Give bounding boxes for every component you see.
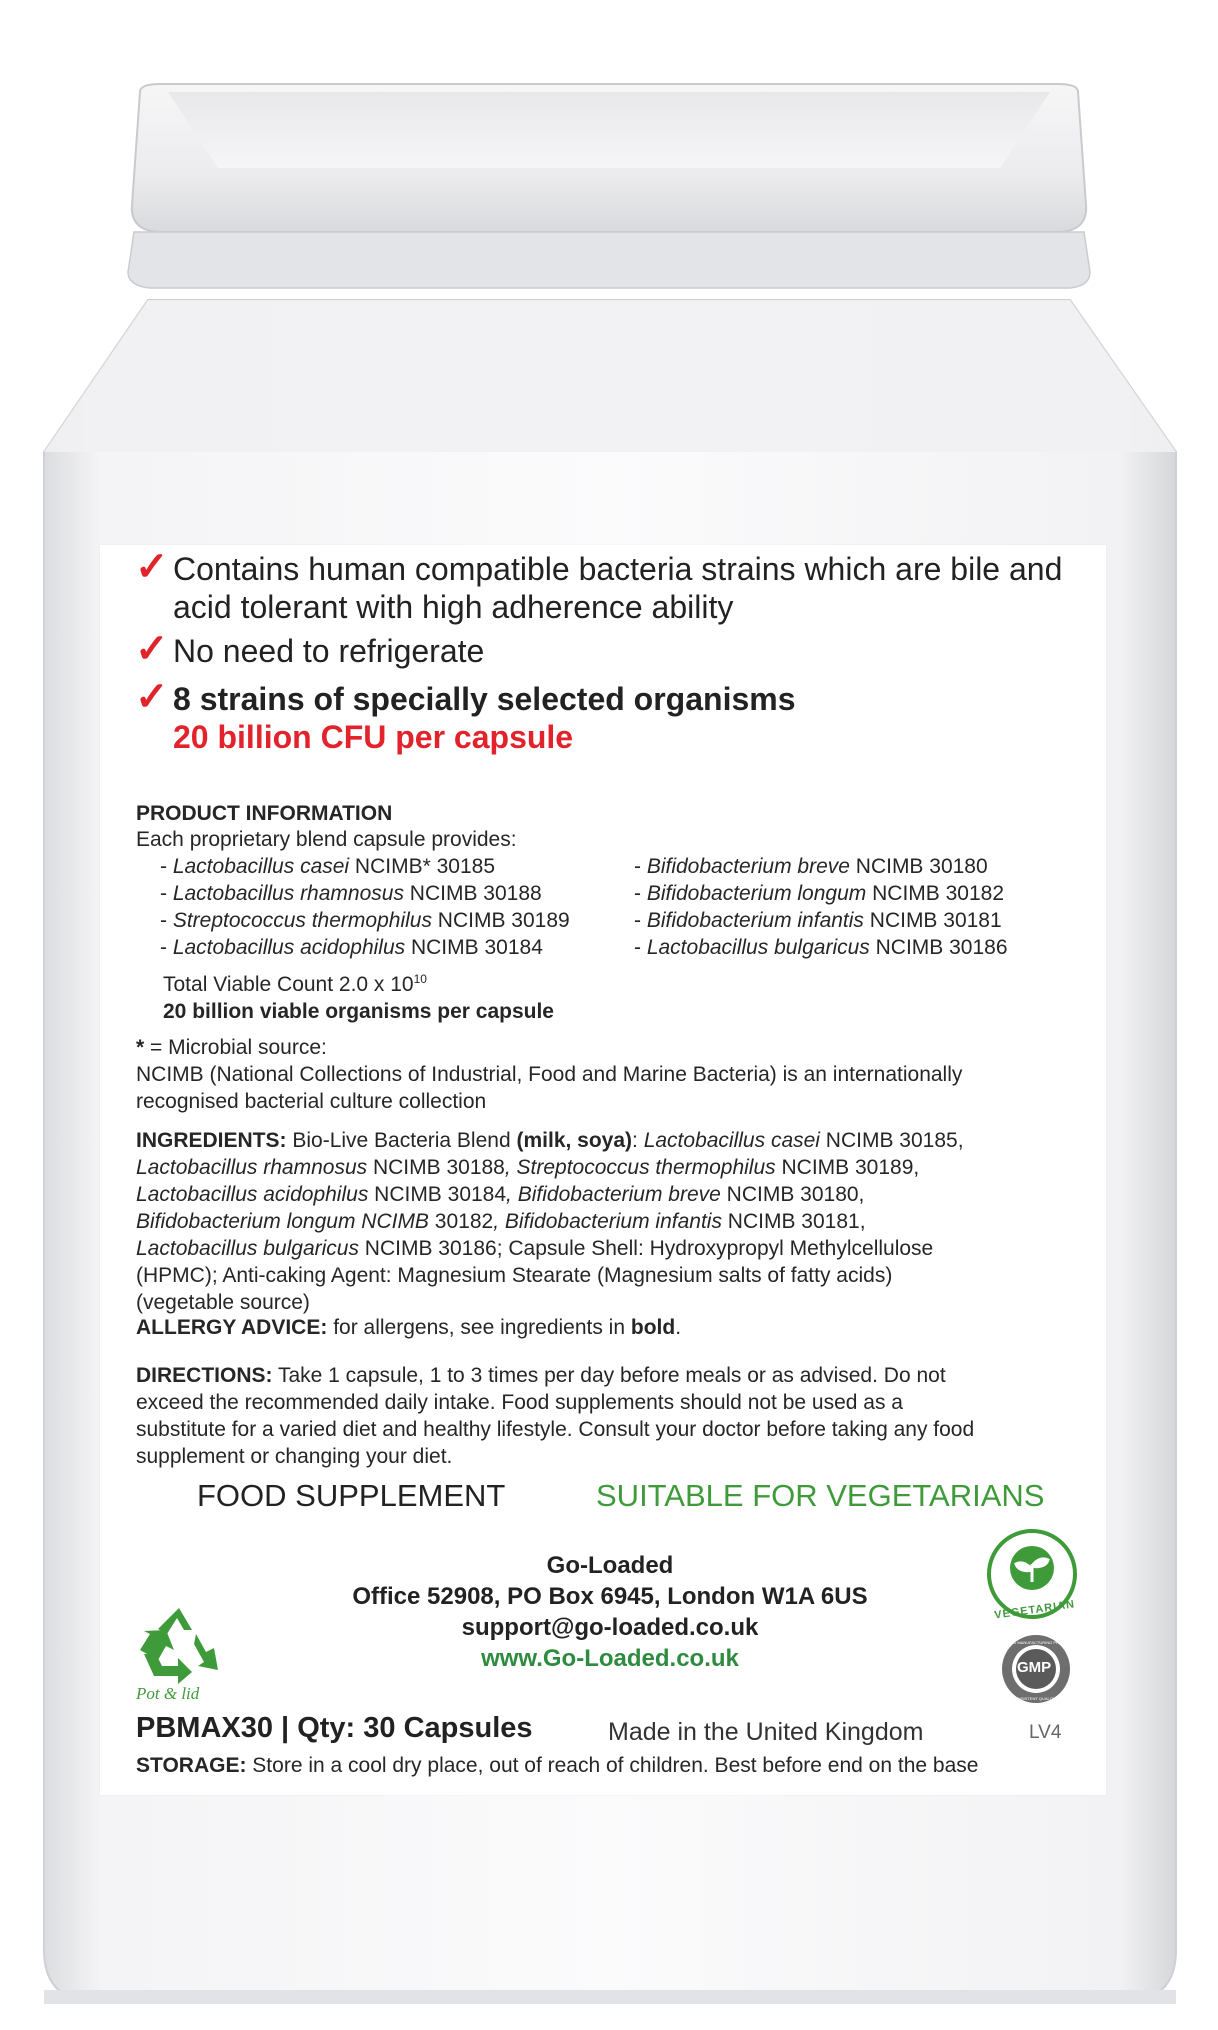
claim-text: acid tolerant with high adherence ability bbox=[173, 589, 734, 625]
list-item: - Bifidobacterium longum NCIMB 30182 bbox=[634, 882, 1005, 905]
claim-text: 8 strains of specially selected organisms bbox=[173, 681, 796, 717]
list-item: - Bifidobacterium infantis NCIMB 30181 bbox=[634, 909, 1002, 932]
storage: STORAGE: Store in a cool dry place, out of reach of children. Best before end on the base bbox=[136, 1754, 979, 1777]
product-code: PBMAX30 | Qty: 30 Capsules bbox=[136, 1712, 533, 1744]
cfu-text: 20 billion CFU per capsule bbox=[173, 719, 574, 755]
company-block bbox=[300, 1550, 920, 1674]
list-item: - Lactobacillus acidophilus NCIMB 30184 bbox=[160, 936, 543, 959]
microbial-source: * = Microbial source: NCIMB (National Collections of Industrial, Food and Marine Bacteria) is an internationally recognised bacterial culture collection bbox=[136, 1036, 963, 1113]
left-strain-list bbox=[160, 853, 570, 961]
list-item: - Lactobacillus bulgaricus NCIMB 30186 bbox=[634, 936, 1008, 959]
list-item: - Lactobacillus casei NCIMB* 30185 bbox=[160, 855, 495, 878]
company-website: www.Go-Loaded.co.uk bbox=[481, 1645, 739, 1672]
recycle-label: Pot & lid bbox=[136, 1684, 200, 1703]
claim-bile-tolerant bbox=[135, 545, 1063, 626]
checkmark-icon: ✓ bbox=[135, 627, 169, 671]
checkmark-icon: ✓ bbox=[135, 545, 169, 589]
claim-text: No need to refrigerate bbox=[173, 633, 485, 669]
viable-count: Total Viable Count 2.0 x $10^{10}$ bbox=[163, 972, 427, 996]
gmp-seal-text: GMP bbox=[1017, 1659, 1052, 1676]
claim-strains bbox=[135, 675, 796, 756]
vegetarian-badge-text: VEGETARIAN bbox=[993, 1598, 1076, 1622]
allergy-advice: ALLERGY ADVICE: for allergens, see ingredients in bold. bbox=[136, 1316, 682, 1339]
claim-no-refrigerate bbox=[135, 627, 485, 671]
company-email: support@go-loaded.co.uk bbox=[461, 1614, 759, 1641]
product-info-heading: PRODUCT INFORMATION bbox=[136, 802, 393, 825]
list-item: - Bifidobacterium breve NCIMB 30180 bbox=[634, 855, 988, 878]
ingredients: INGREDIENTS: Bio-Live Bacteria Blend (milk, soya): Lactobacillus casei NCIMB 30185, Lactobacillus rhamnosus NCIMB 30188, Streptococcus thermophilus NCIMB 30189, Lactobacillus acidophilus NCIMB 30184, Bifidobacterium breve NCIMB 30180, Bifidobacterium longum NCIMB 30182, Bifidobacterium infantis NCIMB 30181, Lactobacillus bulgaricus NCIMB 30186; Capsule Shell: Hydroxypropyl Methylcellulose (HPMC); Anti-caking Agent: Magnesium Stearate (Magnesium salts of fatty acids) (vegetable source) bbox=[136, 1129, 964, 1314]
vegetarian-claim: SUITABLE FOR VEGETARIANS bbox=[596, 1478, 1045, 1513]
list-item: - Streptococcus thermophilus NCIMB 30189 bbox=[160, 909, 570, 932]
company-address: Office 52908, PO Box 6945, London W1A 6US bbox=[352, 1583, 868, 1610]
right-strain-list bbox=[634, 853, 1008, 961]
company-name: Go-Loaded bbox=[546, 1552, 674, 1579]
directions: DIRECTIONS: Take 1 capsule, 1 to 3 times per day before meals or as advised. Do not exceed the recommended daily intake. Food supplements should not be used as a substitute for a varied diet and healthy lifestyle. Consult your doctor before taking any food supplement or changing your diet. bbox=[136, 1364, 975, 1468]
gmp-ring-top: GOOD MANUFACTURING PRACTICE bbox=[1004, 1640, 1074, 1645]
recycle-icon bbox=[134, 1604, 224, 1684]
made-in: Made in the United Kingdom bbox=[608, 1718, 924, 1746]
claim-text: Contains human compatible bacteria strains which are bile and bbox=[173, 551, 1063, 587]
product-info-intro: Each proprietary blend capsule provides: bbox=[136, 828, 517, 851]
version-code: LV4 bbox=[1029, 1722, 1062, 1743]
food-supplement: FOOD SUPPLEMENT bbox=[197, 1478, 506, 1513]
gmp-ring-bottom: CONSISTENT QUALITY bbox=[1012, 1696, 1056, 1701]
list-item: - Lactobacillus rhamnosus NCIMB 30188 bbox=[160, 882, 542, 905]
checkmark-icon: ✓ bbox=[135, 675, 169, 719]
viable-organisms: 20 billion viable organisms per capsule bbox=[163, 1000, 554, 1023]
